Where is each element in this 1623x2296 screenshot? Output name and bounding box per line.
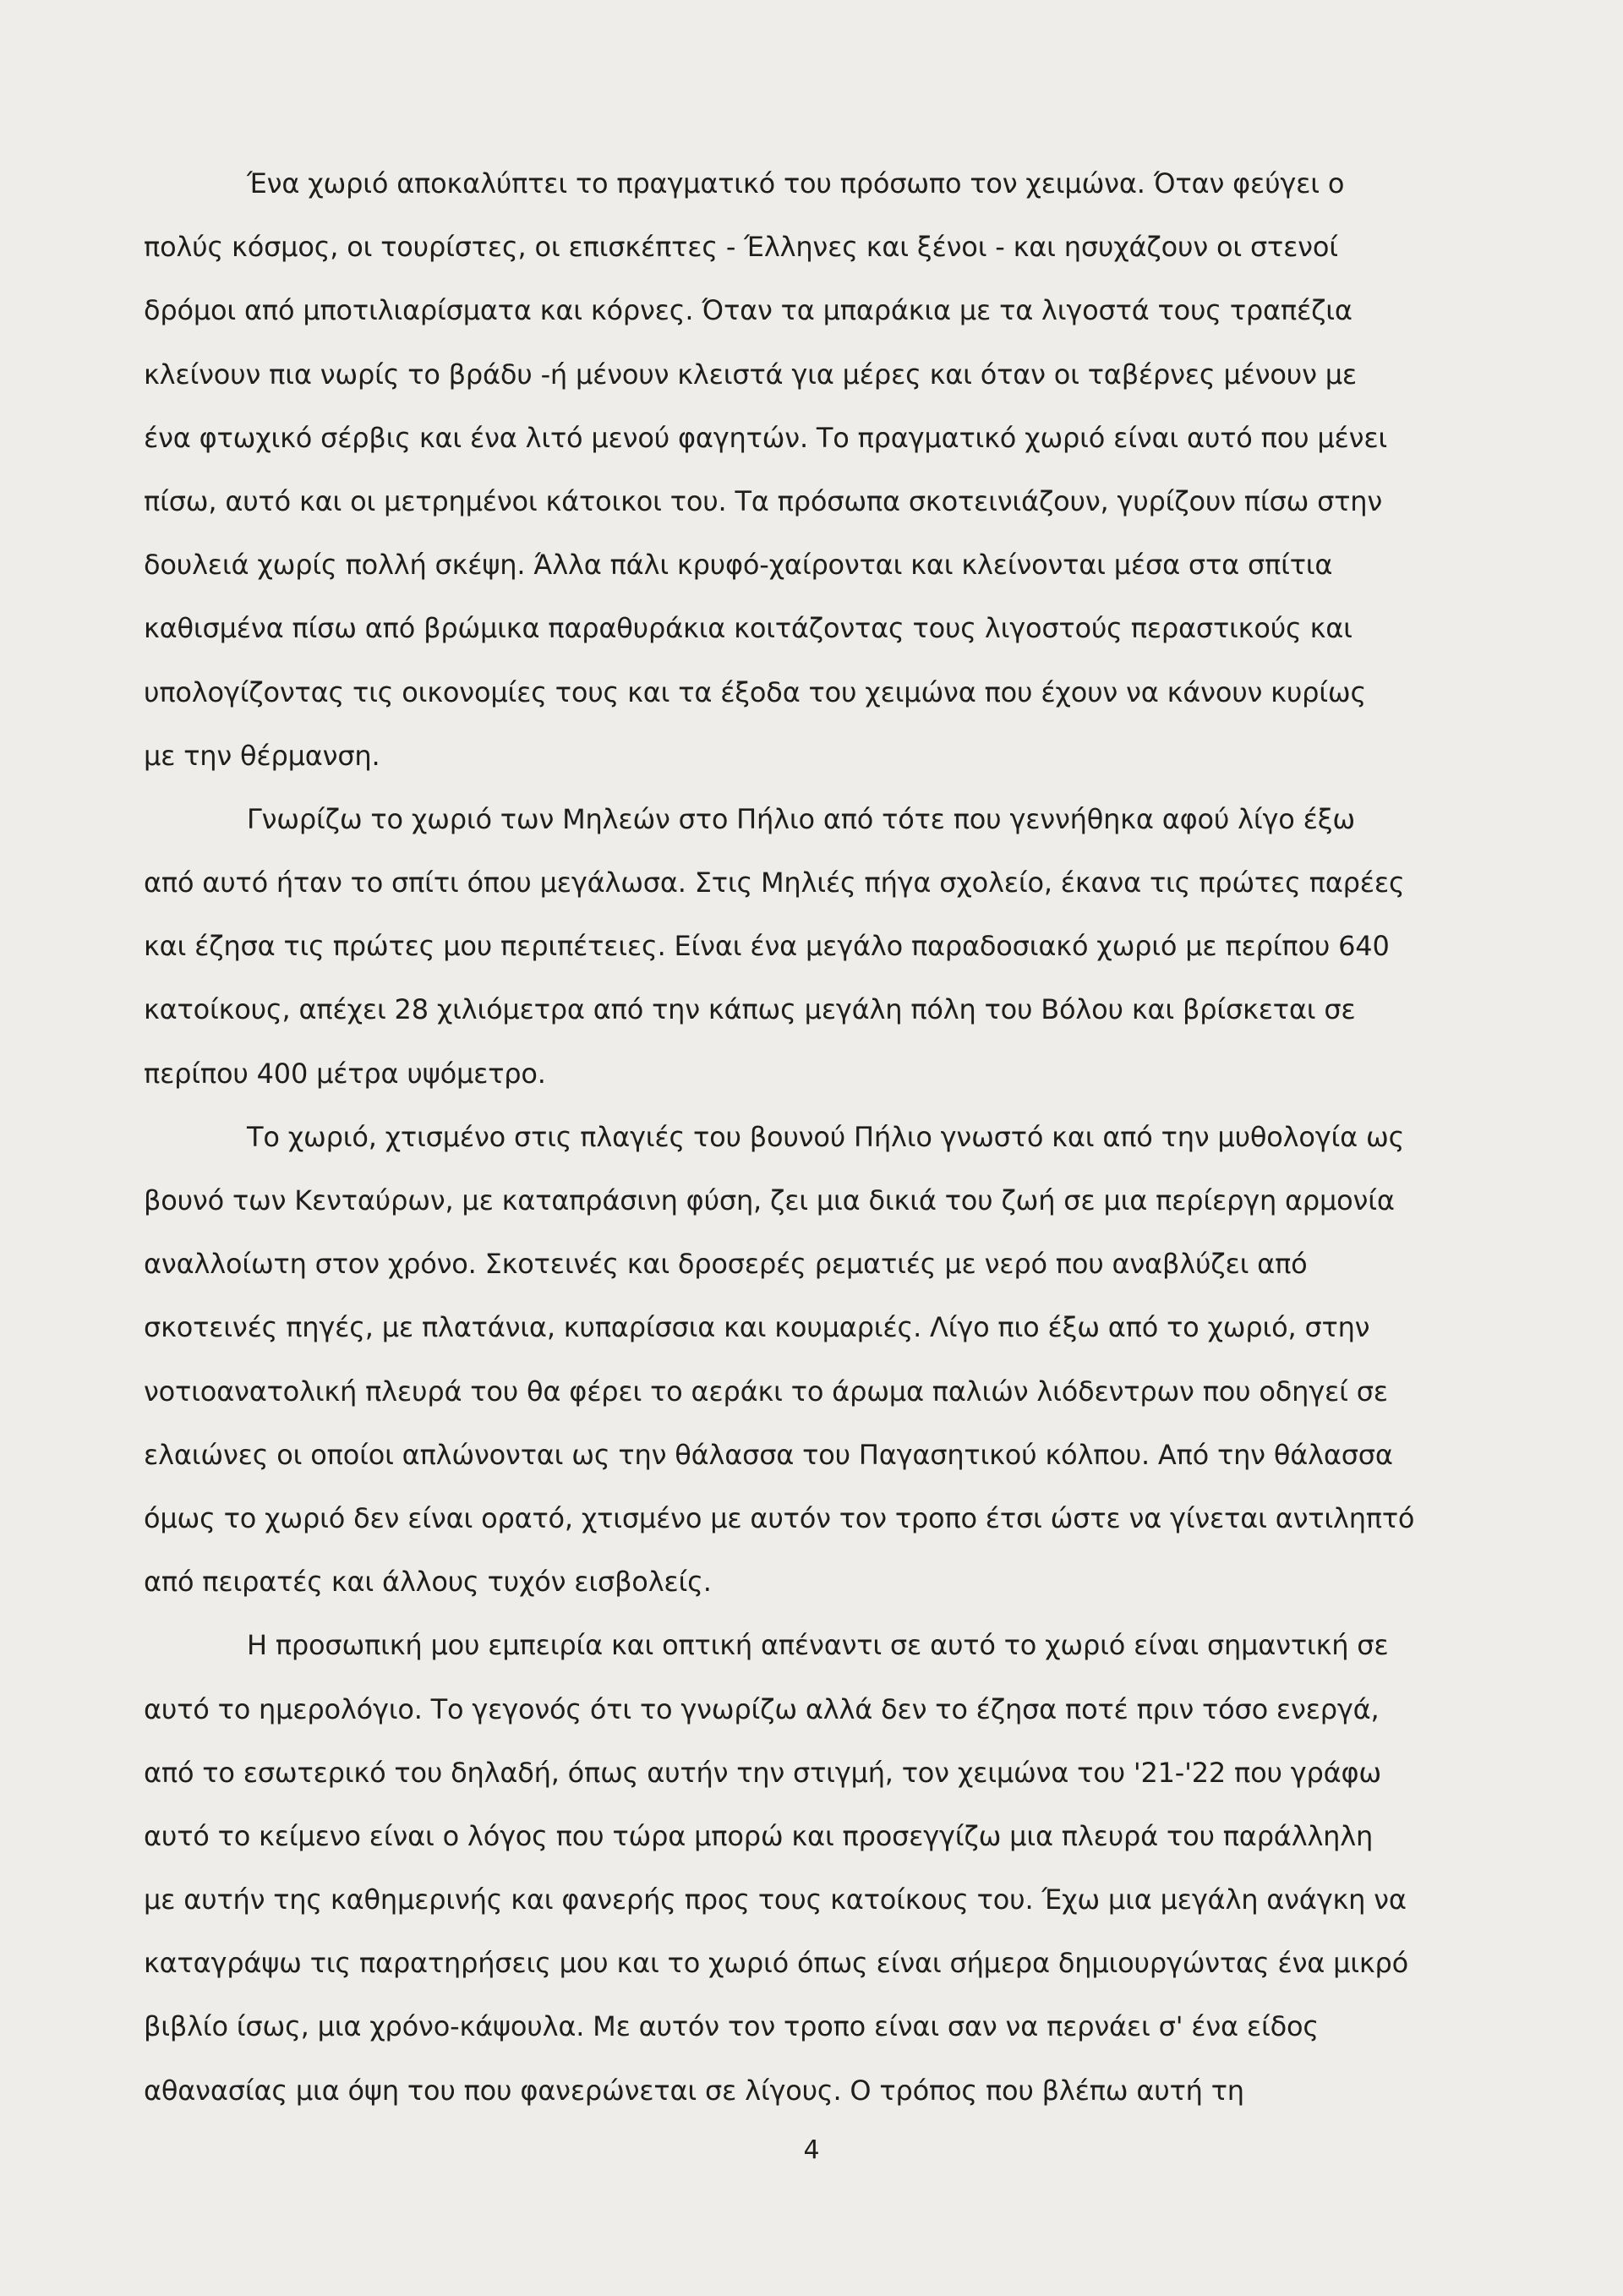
text-line: δουλειά χωρίς πολλή σκέψη. Άλλα πάλι κρυφό-χαίρονται και κλείνονται μέσα στα σπίτια bbox=[144, 549, 1333, 582]
text-line: νοτιοανατολική πλευρά του θα φέρει το αεράκι το άρωμα παλιών λιόδεντρων που οδηγεί σε bbox=[144, 1375, 1388, 1408]
text-line: Γνωρίζω το χωριό των Μηλεών στο Πήλιο από τότε που γεννήθηκα αφού λίγο έξω bbox=[247, 802, 1355, 835]
text-line: πολύς κόσμος, οι τουρίστες, οι επισκέπτες - Έλληνες και ξένοι - και ησυχάζουν οι στενοί bbox=[144, 231, 1338, 264]
text-line: πίσω, αυτό και οι μετρημένοι κάτοικοι του. Τα πρόσωπα σκοτεινιάζουν, γυρίζουν πίσω στην bbox=[144, 484, 1383, 517]
text-line: από το εσωτερικό του δηλαδή, όπως αυτήν την στιγμή, τον χειμώνα του '21-'22 που γράφω bbox=[144, 1756, 1381, 1789]
text-line: βουνό των Κενταύρων, με καταπράσινη φύση, ζει μια δικιά του ζωή σε μια περίεργη αρμονία bbox=[144, 1184, 1395, 1216]
text-line: καταγράψω τις παρατηρήσεις μου και το χωριό όπως είναι σήμερα δημιουργώντας ένα μικρό bbox=[144, 1947, 1409, 1980]
paragraph-3 bbox=[144, 1106, 1488, 1615]
text-line: από πειρατές και άλλους τυχόν εισβολείς. bbox=[144, 1566, 712, 1599]
text-line: βιβλίο ίσως, μια χρόνο-κάψουλα. Με αυτόν τον τροπο είναι σαν να περνάει σ' ένα είδος bbox=[144, 2010, 1319, 2043]
text-line: κατοίκους, απέχει 28 χιλιόμετρα από την κάπως μεγάλη πόλη του Βόλου και βρίσκεται σε bbox=[144, 993, 1356, 1026]
text-line: με αυτήν της καθημερινής και φανερής προς τους κατοίκους του. Έχω μια μεγάλη ανάγκη να bbox=[144, 1883, 1407, 1916]
text-line: περίπου 400 μέτρα υψόμετρο. bbox=[144, 1057, 546, 1090]
text-line: από αυτό ήταν το σπίτι όπου μεγάλωσα. Στις Μηλιές πήγα σχολείο, έκανα τις πρώτες παρέες bbox=[144, 866, 1405, 899]
text-line: δρόμοι από μποτιλιαρίσματα και κόρνες. Όταν τα μπαράκια με τα λιγοστά τους τραπέζια bbox=[144, 294, 1352, 327]
text-line: καθισμένα πίσω από βρώμικα παραθυράκια κοιτάζοντας τους λιγοστούς περαστικούς και bbox=[144, 612, 1352, 645]
text-line: ένα φτωχικό σέρβις και ένα λιτό μενού φαγητών. Το πραγματικό χωριό είναι αυτό που μένει bbox=[144, 421, 1388, 454]
text-line: αυτό το ημερολόγιο. Το γεγονός ότι το γνωρίζω αλλά δεν το έζησα ποτέ πριν τόσο ενεργά, bbox=[144, 1692, 1380, 1725]
paragraph-4 bbox=[144, 1614, 1488, 2123]
paragraph-2 bbox=[144, 788, 1488, 1106]
text-line: ελαιώνες οι οποίοι απλώνονται ως την θάλασσα του Παγασητικού κόλπου. Από την θάλασσα bbox=[144, 1438, 1393, 1471]
paragraph-1 bbox=[144, 152, 1488, 788]
text-line: αθανασίας μια όψη του που φανερώνεται σε λίγους. Ο τρόπος που βλέπω αυτή τη bbox=[144, 2074, 1244, 2107]
text-line: Η προσωπική μου εμπειρία και οπτική απέναντι σε αυτό το χωριό είναι σημαντική σε bbox=[247, 1629, 1389, 1662]
text-line: αυτό το κείμενο είναι ο λόγος που τώρα μπορώ και προσεγγίζω μια πλευρά του παράλληλη bbox=[144, 1819, 1374, 1852]
text-line: υπολογίζοντας τις οικονομίες τους και τα έξοδα του χειμώνα που έχουν να κάνουν κυρίως bbox=[144, 675, 1367, 708]
text-line: αναλλοίωτη στον χρόνο. Σκοτεινές και δροσερές ρεματιές με νερό που αναβλύζει από bbox=[144, 1248, 1308, 1281]
body-text bbox=[144, 152, 1488, 2123]
text-line: με την θέρμανση. bbox=[144, 739, 380, 772]
text-line: Ένα χωριό αποκαλύπτει το πραγματικό του πρόσωπο τον χειμώνα. Όταν φεύγει ο bbox=[247, 167, 1345, 200]
text-line: και έζησα τις πρώτες μου περιπέτειες. Είναι ένα μεγάλο παραδοσιακό χωριό με περίπου 640 bbox=[144, 930, 1390, 963]
text-line: Το χωριό, χτισμένο στις πλαγιές του βουνού Πήλιο γνωστό και από την μυθολογία ως bbox=[247, 1120, 1405, 1153]
text-line: όμως το χωριό δεν είναι ορατό, χτισμένο με αυτόν τον τροπο έτσι ώστε να γίνεται αντιληπτό bbox=[144, 1501, 1415, 1534]
text-line: σκοτεινές πηγές, με πλατάνια, κυπαρίσσια και κουμαριές. Λίγο πιο έξω από το χωριό, στην bbox=[144, 1311, 1370, 1344]
page-number: 4 bbox=[803, 2135, 820, 2165]
text-line: κλείνουν πια νωρίς το βράδυ -ή μένουν κλειστά για μέρες και όταν οι ταβέρνες μένουν με bbox=[144, 358, 1357, 391]
